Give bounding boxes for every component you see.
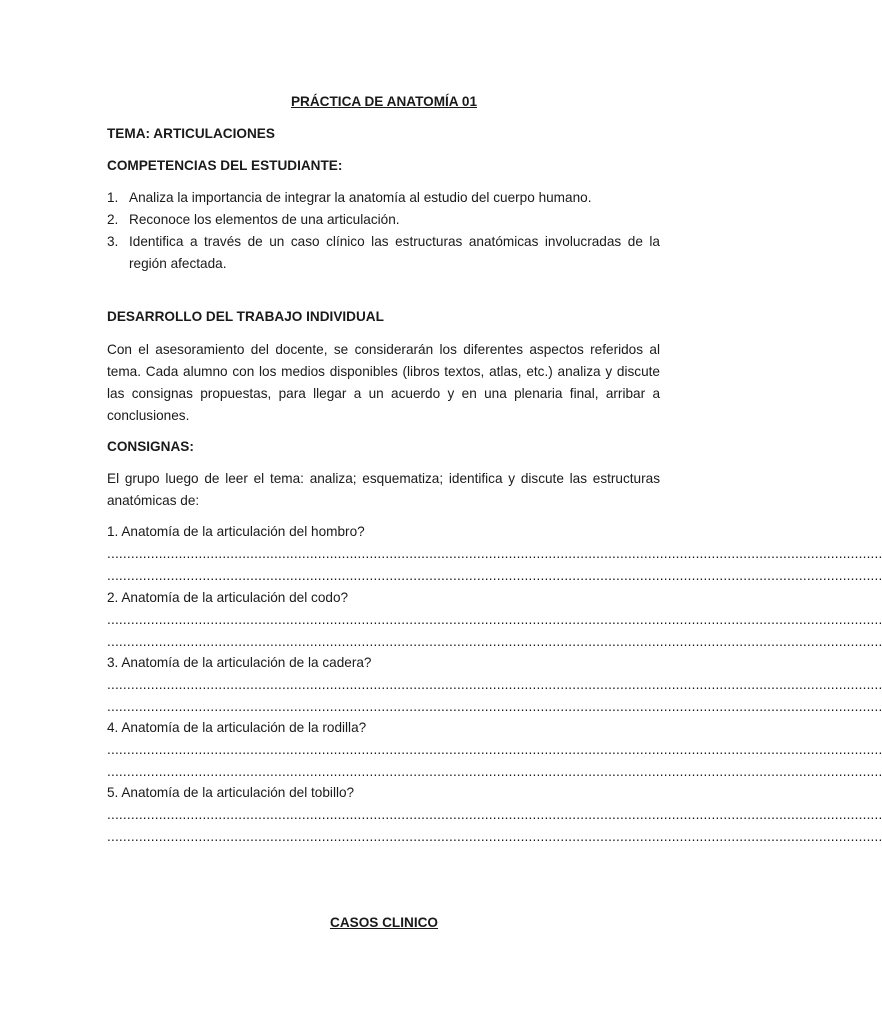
question-3: 3. Anatomía de la articulación de la cadera?	[107, 655, 372, 670]
question-5: 5. Anatomía de la articulación del tobillo?	[107, 785, 355, 800]
answer-line: ...................................................................................................................................................................................................	[107, 546, 882, 561]
development-heading: DESARROLLO DEL TRABAJO INDIVIDUAL	[107, 309, 384, 324]
list-item-text: Reconoce los elementos de una articulación.	[129, 212, 400, 227]
instructions-heading: CONSIGNAS:	[107, 439, 194, 454]
answer-line: ...................................................................................................................................................................................................	[107, 699, 882, 714]
development-paragraph: Con el asesoramiento del docente, se considerarán los diferentes aspectos referidos al tema. Cada alumno con los medios disponibles (libros textos, atlas, etc.) analiza y discute las consignas propuestas, para llegar a un acuerdo y en una plenaria final, arribar a conclusiones.	[107, 342, 660, 423]
answer-line: ...................................................................................................................................................................................................	[107, 742, 882, 757]
answer-line: ...................................................................................................................................................................................................	[107, 764, 882, 779]
question-2: 2. Anatomía de la articulación del codo?	[107, 590, 349, 605]
answer-line: ...................................................................................................................................................................................................	[107, 829, 882, 844]
question-1: 1. Anatomía de la articulación del hombro?	[107, 524, 365, 539]
document-title: PRÁCTICA DE ANATOMÍA 01	[290, 94, 478, 109]
list-item-number: 2.	[107, 212, 119, 227]
question-4: 4. Anatomía de la articulación de la rodilla?	[107, 720, 367, 735]
answer-line: ...................................................................................................................................................................................................	[107, 807, 882, 822]
instructions-intro: El grupo luego de leer el tema: analiza; esquematiza; identifica y discute las estructuras anatómicas de:	[107, 471, 660, 508]
answer-line: ...................................................................................................................................................................................................	[107, 612, 882, 627]
answer-line: ...................................................................................................................................................................................................	[107, 634, 882, 649]
answer-line: ...................................................................................................................................................................................................	[107, 568, 882, 583]
list-item-number: 3.	[107, 234, 119, 249]
list-item-text: Identifica a través de un caso clínico las estructuras anatómicas involucradas de la región afectada.	[129, 234, 660, 271]
list-item	[107, 231, 660, 275]
list-item	[107, 209, 660, 231]
topic-heading: TEMA: ARTICULACIONES	[107, 126, 275, 141]
answer-line: ...................................................................................................................................................................................................	[107, 677, 882, 692]
clinical-cases-heading: CASOS CLINICO	[330, 915, 438, 930]
competencies-heading: COMPETENCIAS DEL ESTUDIANTE:	[107, 158, 343, 173]
list-item-number: 1.	[107, 190, 119, 205]
list-item	[107, 187, 660, 209]
list-item-text: Analiza la importancia de integrar la anatomía al estudio del cuerpo humano.	[129, 190, 592, 205]
competencies-list	[107, 187, 660, 275]
